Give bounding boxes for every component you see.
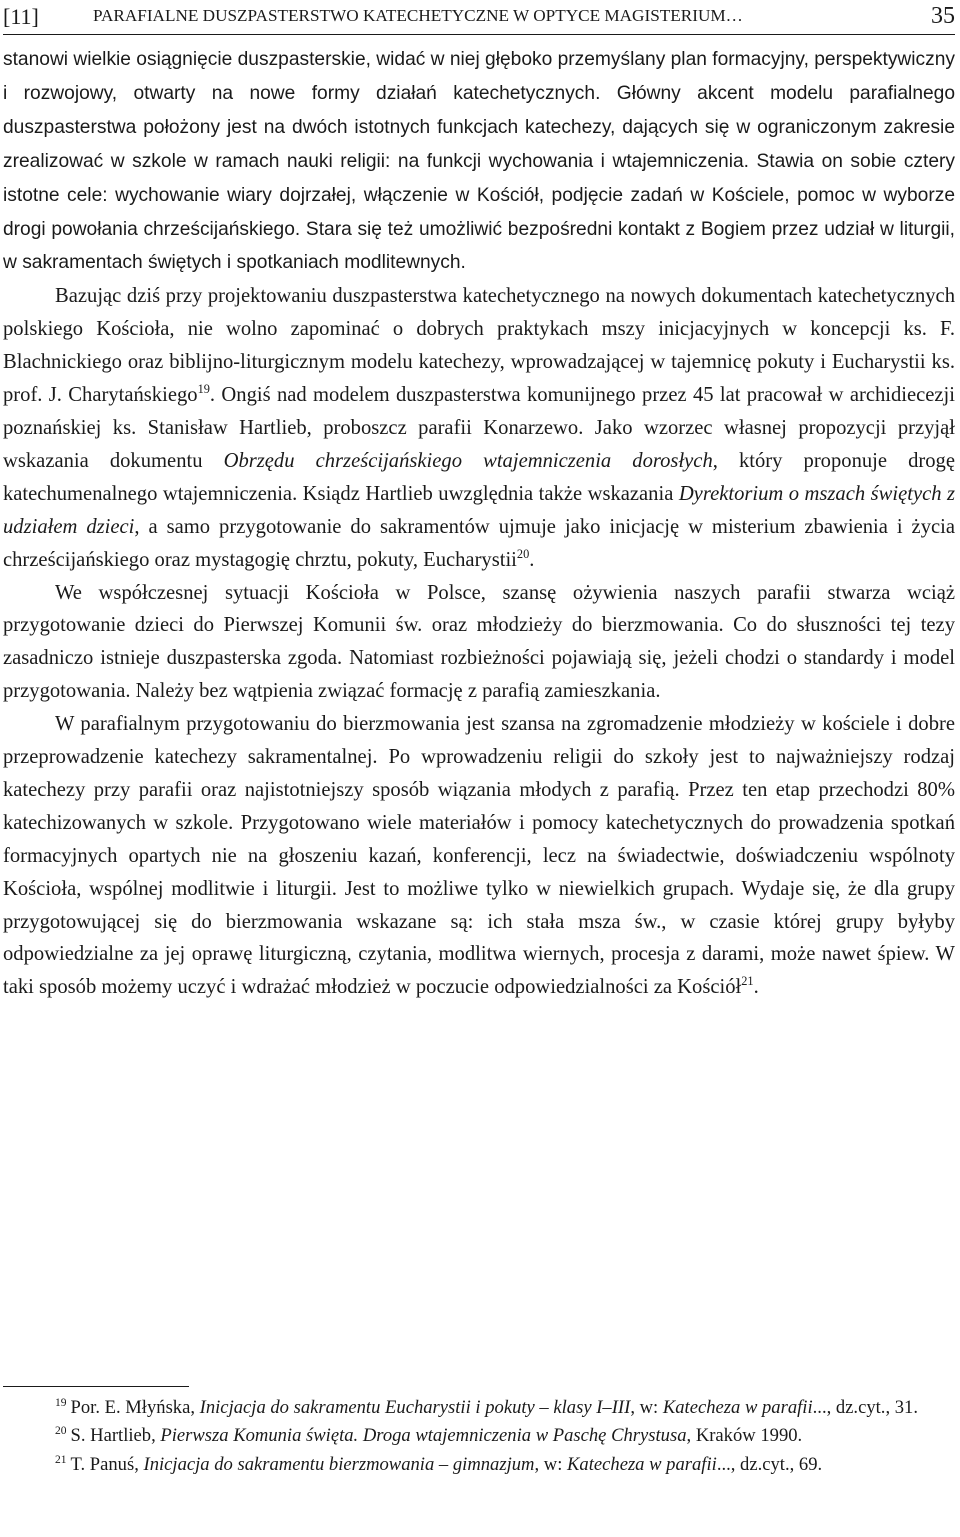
text-run: , Kraków 1990. bbox=[686, 1425, 803, 1447]
footnote-reference: 21 bbox=[741, 974, 754, 989]
footnote bbox=[3, 1394, 955, 1422]
body-text bbox=[3, 43, 955, 1004]
paragraph bbox=[3, 577, 955, 709]
paragraph bbox=[3, 280, 955, 576]
text-run: , a samo przygotowanie do sakramentów ujmuje jako inicjację w misterium zbawienia i życia chrześcijańskiego oraz mystagogię chrztu, pokuty, Eucharystii bbox=[3, 515, 955, 571]
italic-title: Dyrektorium o mszach świętych z udziałem dzieci bbox=[3, 482, 956, 538]
running-head bbox=[3, 0, 955, 35]
text-run: stanowi wielkie osiągnięcie duszpasterskie, widać w niej głęboko przemyślany plan formacyjny, perspektywiczny i rozwojowy, otwarty na nowe formy działań katechetycznych. bbox=[3, 49, 955, 104]
italic-title: Pierwsza Komunia święta. Droga wtajemniczenia w Paschę Chrystusa bbox=[160, 1425, 687, 1447]
text-run: S. Hartlieb, bbox=[70, 1425, 161, 1447]
text-run: We współczesnej sytuacji Kościoła w Polsce, szansę ożywienia naszych parafii stwarza wciąż przygotowanie dzieci do Pierwszej Komunii św. oraz młodzieży do bierzmowania. Co do słuszności tej tezy zasadniczo istnieje duszpasterska zgoda. Natomiast rozbieżności pojawiają się, jeżeli chodzi o standardy i model przygotowania. Należy bez wątpienia związać formację z parafią zamieszkania. bbox=[3, 581, 955, 703]
text-run: Bazując dziś przy projektowaniu duszpasterstwa katechetycznego na nowych dokumentach katechetycznych polskiego Kościoła, nie wolno zapominać o dobrych praktykach mszy inicjacyjnych w koncepcji ks. F. Blachnickiego oraz biblijno-liturgicznym modelu katechezy, wprowadzającej w tajemnicę pokuty i Eucharystii ks. prof. J. Charytańskiego bbox=[3, 285, 955, 407]
text-run: ..., dz.cyt., 69. bbox=[716, 1453, 823, 1475]
text-run: , w: bbox=[630, 1397, 663, 1418]
running-title: PARAFIALNE DUSZPASTERSTWO KATECHETYCZNE W OPTYCE MAGISTERIUM… bbox=[93, 6, 743, 25]
footnote-reference: 20 bbox=[516, 546, 530, 561]
footnote-reference: 19 bbox=[197, 382, 210, 397]
footnote-number: 21 bbox=[55, 1453, 67, 1466]
text-run: Por. E. Młyńska, bbox=[70, 1397, 200, 1418]
footnote-number: 20 bbox=[55, 1425, 67, 1438]
text-run: ..., dz.cyt., 31. bbox=[812, 1397, 918, 1418]
text-run: Główny akcent modelu parafialnego duszpasterstwa położony jest na dwóch istotnych funkcjach katechezy, dających się w ograniczonym zakresie zrealizować w szkole w ramach nauki religii: na funkcji wychowania i wtajemniczenia. Stawia on sobie cztery istotne cele: wychowanie wiary dojrzałej, włączenie w Kościół, podjęcie zadań w Kościele, pomoc w wyborze drogi powołania chrześcijańskiego. Stara się też umożliwić bezpośredni kontakt z Bogiem przez udział w liturgii, w sakramentach świętych i spotkaniach modlitewnych. bbox=[3, 82, 955, 274]
text-run: . Ongiś nad modelem duszpasterstwa komunijnego przez 45 lat pracował w archidiecezji poznańskiej ks. Stanisław Hartlieb, proboszcz parafii Konarzewo. Jako wzorzec własnej propozycji przyjął wskazania dokumentu bbox=[3, 384, 955, 472]
text-run: T. Panuś, bbox=[70, 1453, 144, 1475]
italic-title: Katecheza w parafii bbox=[567, 1453, 717, 1475]
footnote-separator bbox=[3, 1386, 189, 1387]
footnote bbox=[3, 1451, 955, 1479]
paragraph bbox=[3, 43, 955, 280]
section-number: [11] bbox=[3, 4, 39, 29]
italic-title: Inicjacja do sakramentu bierzmowania – gimnazjum bbox=[143, 1453, 535, 1475]
italic-title: Obrzędu chrześcijańskiego wtajemniczenia dorosłych bbox=[223, 449, 713, 472]
italic-title: Inicjacja do sakramentu Eucharystii i pokuty – klasy I–III bbox=[199, 1397, 631, 1418]
italic-title: Katecheza w parafii bbox=[662, 1397, 813, 1418]
text-run: W parafialnym przygotowaniu do bierzmowania jest szansa na zgromadzenie młodzieży w kościele i dobre przeprowadzenie katechezy sakramentalnej. Po wprowadzeniu religii do szkoły jest to najważniejszy rodzaj katechezy przy parafii oraz najistotniejszy sposób wiązania młodych z parafią. Przez ten etap przechodzi 80% katechizowanych w szkole. Przygotowano wiele materiałów i pomocy katechetycznych do prowadzenia spotkań formacyjnych opartych nie na głoszeniu kazań, konferencji, lecz na świadectwie, doświadczeniu wspólnoty Kościoła, wspólnej modlitwie i liturgii. Jest to możliwe tylko w niewielkich grupach. Wydaje się, że dla grupy przygotowującej się do bierzmowania wskazane są: ich stała msza św., w czasie której grupy byłyby odpowiedzialne za jej oprawę liturgiczną, czytania, modlitwa wiernych, procesja z darami, może nawet śpiew. W taki sposób możemy uczyć i wdrażać młodzież w poczucie odpowiedzialności za Kościół bbox=[3, 713, 955, 999]
text-run: . bbox=[529, 548, 535, 571]
footnote bbox=[3, 1422, 955, 1450]
text-run: , w: bbox=[534, 1453, 568, 1475]
paragraph bbox=[3, 708, 955, 1004]
footnotes bbox=[3, 1394, 955, 1479]
page-number: 35 bbox=[931, 3, 955, 29]
text-run: . bbox=[753, 976, 759, 999]
footnote-number: 19 bbox=[55, 1396, 67, 1409]
text-run: , który proponuje drogę katechumenalnego wtajemniczenia. Ksiądz Hartlieb uwzględnia także wskazania bbox=[3, 449, 955, 505]
